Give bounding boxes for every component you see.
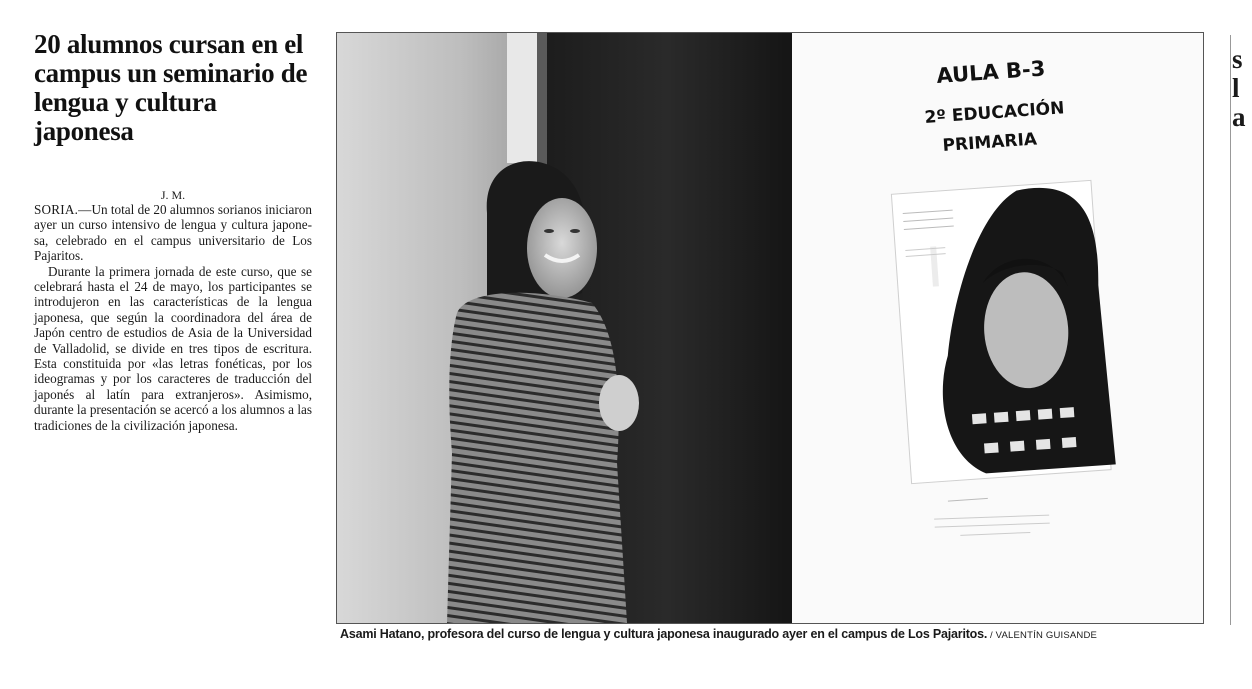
paragraph-2: Durante la primera jornada de este curso, que se celebrará hasta el 24 de mayo, los participantes se introdujeron en las características de la lengua japonesa, que según la coordinadora del área de Japón centro de estudios de Asia de la Universidad de Valladolid, se divide en tres tipos de escritura. Esta constituida por «las letras fonéticas, por los ideogramas y por los caracteres de traducción del japonés al latín para extranjeros». Asimismo, durante la presentación se acercó a los alumnos a las tradiciones de la civilización japonesa. <box>34 263 312 433</box>
sign-line-1: AULA B-3 <box>935 56 1047 88</box>
article-body <box>34 202 312 433</box>
sign-line-2: 2º EDUCACIÓN <box>923 98 1065 128</box>
sign-line-3: PRIMARIA <box>941 129 1038 156</box>
article <box>34 30 312 433</box>
headline: 20 alumnos cursan en el campus un seminario de lengua y cultura japonesa <box>34 29 308 146</box>
striped-sweater <box>447 293 627 623</box>
photo-illustration <box>337 33 1203 623</box>
photo-credit: / VALENTÍN GUISANDE <box>987 630 1098 641</box>
next-headline-line-1: s <box>1232 44 1243 74</box>
next-headline-line-2: l <box>1232 73 1240 103</box>
next-headline-line-3: a <box>1232 102 1246 132</box>
photo-caption <box>340 627 1220 641</box>
hand <box>599 375 639 431</box>
next-column-fragment <box>1232 45 1252 285</box>
column-divider <box>1230 35 1231 625</box>
dateline: SORIA.— <box>34 202 92 217</box>
byline: J. M. <box>160 188 186 202</box>
paragraph-1 <box>34 202 312 264</box>
paragraph-1-text: Un total de 20 alumnos sorianos iniciaron ayer un curso intensivo de lengua y cultura japonesa, celebrado en el campus universitario de Los Pajaritos. <box>34 202 312 264</box>
caption-text: Asami Hatano, profesora del curso de lengua y cultura japonesa inaugurado ayer en el campus de Los Pajaritos. <box>340 627 988 641</box>
face <box>527 198 597 298</box>
news-photo <box>336 32 1204 624</box>
